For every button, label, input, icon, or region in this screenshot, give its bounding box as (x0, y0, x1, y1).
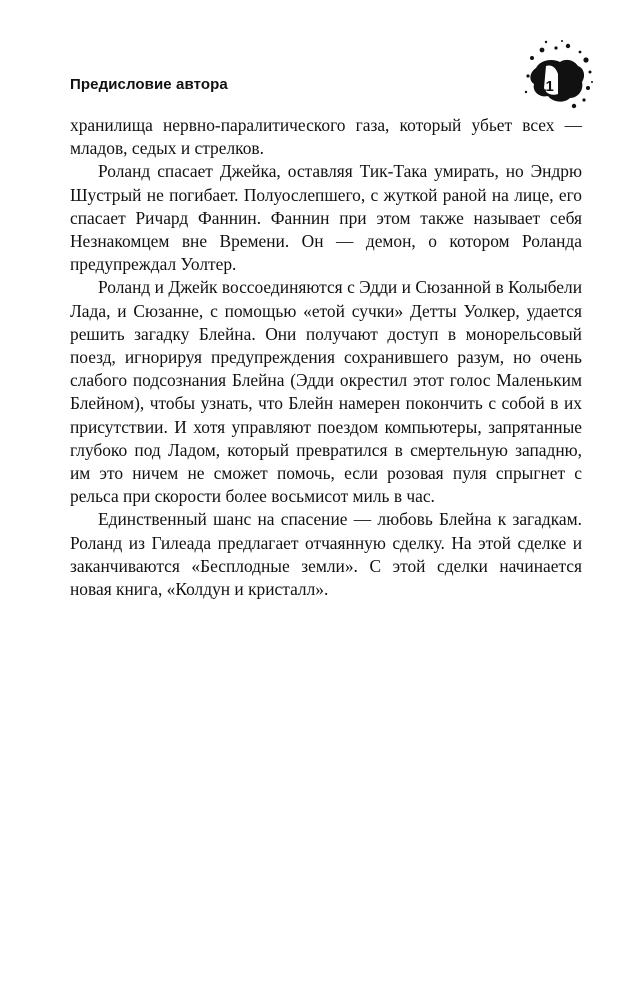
page-number: 11 (538, 78, 554, 95)
paragraph-continuation: хранилища нервно-паралитического газа, который убьет всех — младов, седых и стрелков. (70, 115, 582, 159)
paragraph: Роланд и Джейк воссоединяются с Эдди и Сюзанной в Колыбели Лада, и Сюзанне, с помощью «етой сучки» Детты Уолкер, удается решить загадку Блейна. Они получают доступ в монорельсовый поезд, игнорируя предупреждения сохранившего разум, но очень слабого подсознания Блейна (Эдди окрестил этот голос Маленьким Блейном), чтобы узнать, что Блейн намерен покончить с собой в их присутствии. И хотя управляют поездом компьютеры, запрятанные глубоко под Ладом, который превратился в смертельную западню, им это ничем не сможет помочь, если розовая пуля спрыгнет с рельса при скорости более восьмисот миль в час. (70, 277, 582, 507)
paragraph: Единственный шанс на спасение — любовь Блейна к загадкам. Роланд из Гилеада предлагает отчаянную сделку. На этой сделке и заканчиваются «Бесплодные земли». С этой сделки начинается новая книга, «Колдун и кристалл». (70, 509, 582, 600)
paragraph: Роланд спасает Джейка, оставляя Тик-Така умирать, но Эндрю Шустрый не погибает. Полуослепшего, с жуткой раной на лице, его спасает Ричард Фаннин. Фаннин при этом также называет себя Незнакомцем вне Времени. Он — демон, о котором Роланда предупреждал Уолтер. (70, 161, 582, 275)
folio (522, 38, 594, 110)
running-head-title: Предисловие автора (70, 76, 228, 93)
body-text (70, 114, 582, 601)
ink-splatter-icon (522, 38, 594, 110)
